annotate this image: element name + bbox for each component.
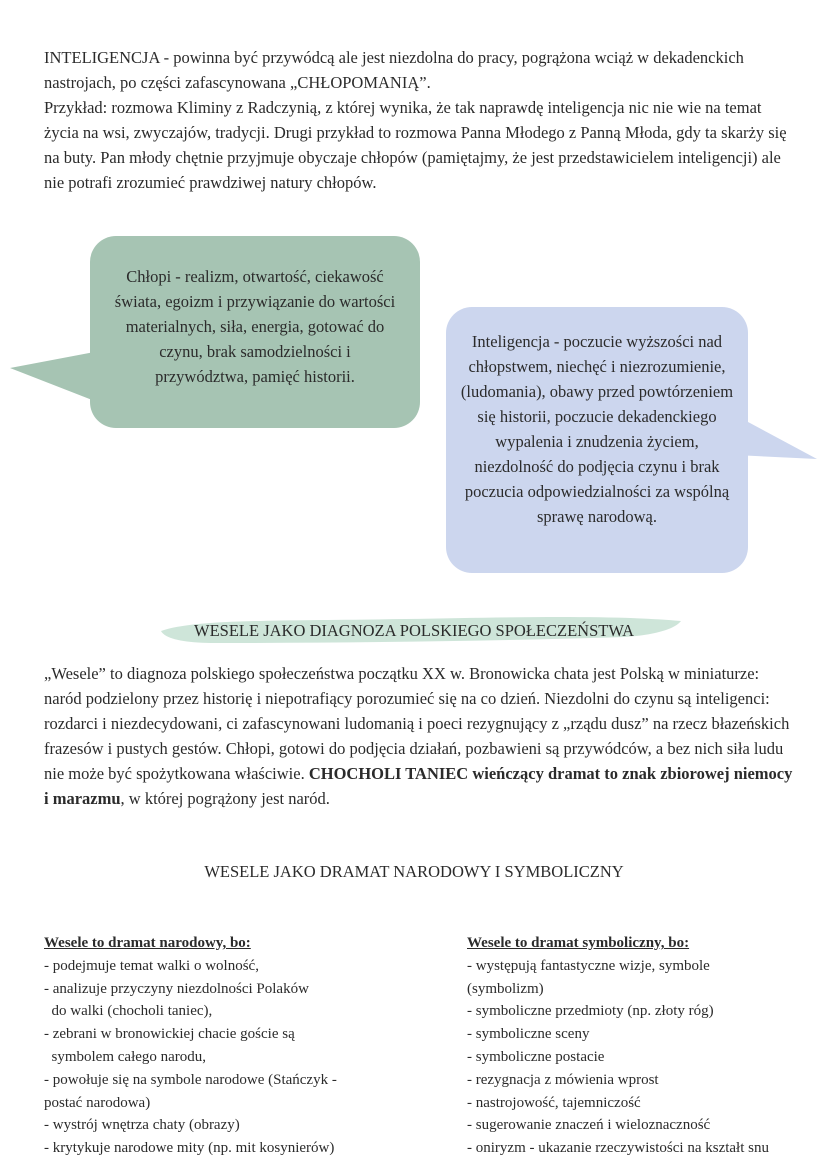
column-title-symboliczny: Wesele to dramat symboliczny, bo: — [467, 935, 690, 951]
list-item: (symbolizm) — [467, 980, 544, 997]
column-dramat-narodowy — [44, 932, 434, 1160]
bubble-inteligencja-text: Inteligencja - poczucie wyższości nad chłopstwem, niechęć i niezrozumienie, (ludomania), obawy przed powtórzeniem się historii, poczucie dekadenckiego wypalenia i znudzenia życiem, niezdolność do podjęcia czynu i brak poczucia odpowiedzialności za wspólną sprawę narodową. — [460, 332, 734, 526]
list-item: postać narodowa) — [44, 1094, 151, 1111]
list-item: - krytykuje narodowe mity (np. mit kosynierów) — [44, 1140, 335, 1157]
list-item: do walki (chocholi taniec), — [44, 1003, 213, 1020]
section-heading-diagnoza: WESELE JAKO DIAGNOZA POLSKIEGO SPOŁECZEŃSTWA — [194, 621, 634, 640]
list-narodowy — [44, 955, 434, 1160]
column-title-narodowy: Wesele to dramat narodowy, bo: — [44, 935, 251, 951]
speech-bubble-chlopi — [90, 236, 420, 428]
list-symboliczny — [467, 955, 812, 1160]
list-item: - nastrojowość, tajemniczość — [467, 1094, 641, 1111]
list-item: - analizuje przyczyny niezdolności Polaków — [44, 980, 309, 997]
list-item: - symboliczne przedmioty (np. złoty róg) — [467, 1003, 714, 1020]
intro-line-inteligencja: INTELIGENCJA - powinna być przywódcą ale jest niezdolna do pracy, pogrążona wciąż w dekadenckich nastrojach, po części zafascynowana „CHŁOPOMANIĄ”. — [44, 48, 744, 92]
list-item: symbolem całego narodu, — [44, 1048, 207, 1065]
bubble-chlopi-text: Chłopi - realizm, otwartość, ciekawość świata, egoizm i przywiązanie do wartości materialnych, siła, energia, gotować do czynu, brak samodzielności i przywództwa, pamięć historii. — [114, 267, 396, 386]
list-item: - wystrój wnętrza chaty (obrazy) — [44, 1117, 240, 1134]
list-item: - symboliczne sceny — [467, 1026, 590, 1043]
intro-paragraph — [44, 45, 794, 195]
section-heading-dramat: WESELE JAKO DRAMAT NARODOWY I SYMBOLICZNY — [204, 862, 624, 881]
column-dramat-symboliczny — [467, 932, 812, 1160]
list-item: - symboliczne postacie — [467, 1048, 605, 1065]
diagnoza-text: „Wesele” to diagnoza polskiego społeczeństwa początku XX w. Bronowicka chata jest Polską w miniaturze: naród podzielony przez historię i niepotrafiący porozumieć się na co dzień. Niezdolni do czynu są inteligenci: rozdarci i niezdecydowani, ci zafascynowani ludomanią i poeci rezygnujący z „rządu dusz” na rzecz błazeńskich frazesów i pustych gestów. Chłopi, gotowi do podjęcia działań, pozbawieni są przywódców, a bez nich siła ludu nie może być spożytkowana właściwie. — [44, 664, 790, 783]
list-item: - podejmuje temat walki o wolność, — [44, 957, 259, 974]
diagnoza-tail-text: , w której pogrążony jest naród. — [120, 789, 330, 808]
list-item: - oniryzm - ukazanie rzeczywistości na kształt snu — [467, 1140, 769, 1157]
list-item: - rezygnacja z mówienia wprost — [467, 1071, 659, 1088]
intro-line-example: Przykład: rozmowa Kliminy z Radczynią, z której wynika, że tak naprawdę inteligencja nic nie wie na temat życia na wsi, zwyczajów, tradycji. Drugi przykład to rozmowa Panna Młodego z Panną Młoda, gdy ta skarży się na buty. Pan młody chętnie przyjmuje obyczaje chłopów (pamiętajmy, że jest przedstawicielem inteligencji) ale nie potrafi zrozumieć prawdziwej natury chłopów. — [44, 98, 787, 192]
diagnoza-bold-text: CHOCHOLI TANIEC wieńczący dramat to znak zbiorowej niemocy i marazmu — [44, 764, 793, 808]
list-item: - sugerowanie znaczeń i wieloznaczność — [467, 1117, 711, 1134]
speech-bubble-inteligencja — [446, 307, 748, 573]
list-item: - zebrani w bronowickiej chacie goście są — [44, 1026, 295, 1043]
list-item: - powołuje się na symbole narodowe (Stańczyk - — [44, 1071, 337, 1088]
diagnoza-paragraph — [44, 661, 794, 811]
list-item: - występują fantastyczne wizje, symbole — [467, 957, 710, 974]
